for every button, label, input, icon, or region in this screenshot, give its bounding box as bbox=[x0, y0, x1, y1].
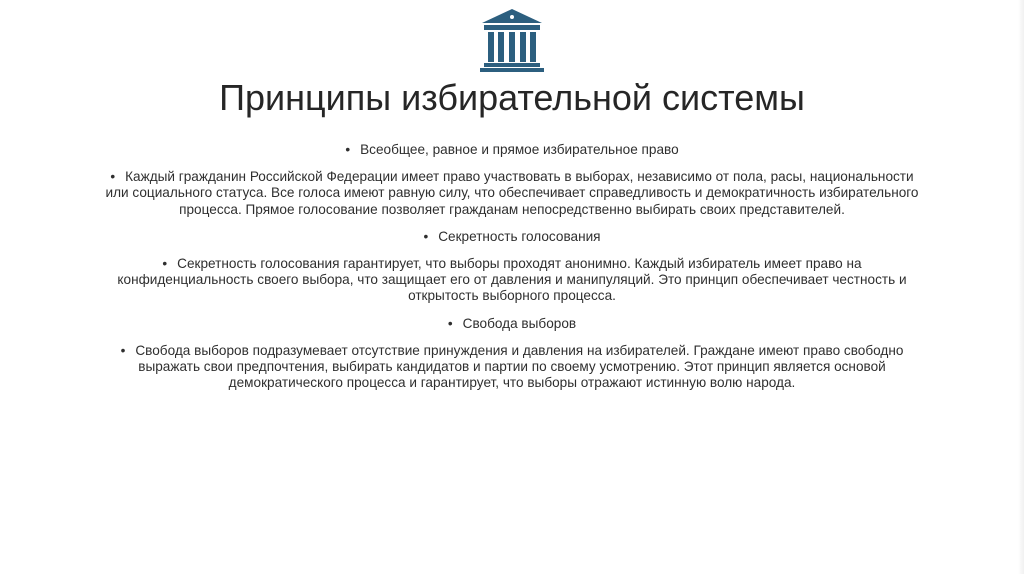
bullet-item bbox=[100, 256, 924, 305]
bank-building-icon bbox=[479, 8, 545, 72]
slide-edge-shadow bbox=[1018, 0, 1024, 574]
bullet-glyph: • bbox=[110, 169, 116, 185]
bullet-text: Секретность голосования bbox=[438, 228, 601, 244]
bullet-item bbox=[100, 343, 924, 392]
bullet-glyph: • bbox=[447, 315, 453, 331]
bullet-glyph: • bbox=[423, 228, 429, 244]
bullet-item bbox=[100, 316, 924, 332]
bullet-glyph: • bbox=[120, 342, 126, 358]
bullet-text: Свобода выборов bbox=[462, 315, 577, 331]
slide-title: Принципы избирательной системы bbox=[219, 77, 805, 118]
bullet-text: Секретность голосования гарантирует, что выборы проходят анонимно. Каждый избиратель имеет право на конфиденциальность своего выбора, что защищает его от давления и манипуляций. Это принцип обеспечивает честность и открытость выборного процесса. bbox=[117, 256, 907, 304]
bullet-glyph: • bbox=[345, 142, 351, 157]
bullet-list bbox=[100, 142, 924, 402]
bullet-text: Каждый гражданин Российской Федерации имеет право участвовать в выборах, независимо от пола, расы, национальности или социального статуса. Все голоса имеют равную силу, что обеспечивает справедливость и демократичность избирательного процесса. Прямое голосование позволяет гражданам непосредственно выбирать своих представителей. bbox=[105, 169, 919, 217]
bullet-item bbox=[100, 142, 924, 158]
bullet-text: Свобода выборов подразумевает отсутствие принуждения и давления на избирателей. Граждане имеют право свободно выражать свои предпочтения, выбирать кандидатов и партии по своему усмотрению. Этот принцип является основой демократического процесса и гарантирует, что выборы отражают истинную волю народа. bbox=[135, 342, 904, 391]
bullet-glyph: • bbox=[162, 256, 168, 272]
bullet-item bbox=[100, 169, 924, 218]
bullet-text: Всеобщее, равное и прямое избирательное право bbox=[360, 142, 679, 157]
bullet-item bbox=[100, 229, 924, 245]
